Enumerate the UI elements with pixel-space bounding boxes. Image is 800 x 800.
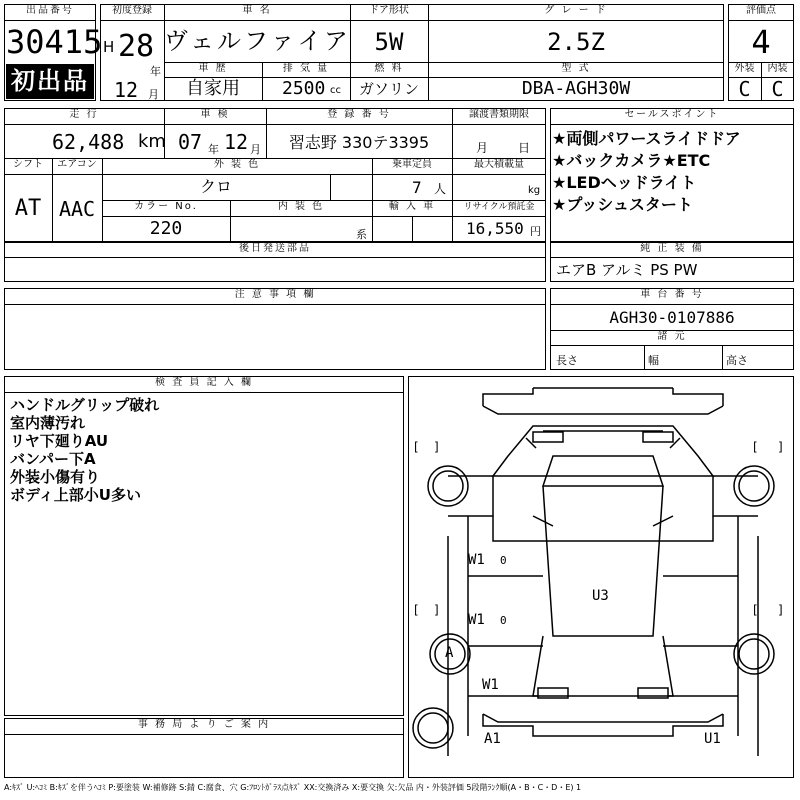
shift-label: シフト	[13, 159, 43, 170]
length-label: 長さ	[556, 354, 578, 367]
year-unit: 年	[150, 65, 161, 78]
spec-label: 諸 元	[657, 331, 687, 342]
sales-points-list	[552, 128, 792, 216]
month-unit: 月	[148, 88, 159, 101]
damage-mark: 0	[500, 614, 507, 627]
exterior-score: C	[738, 77, 751, 101]
inspection-label: 車 検	[200, 109, 230, 120]
inspector-note: 室内薄汚れ	[10, 414, 86, 432]
recycle-unit: 円	[530, 225, 541, 238]
ac-label: エアコン	[57, 159, 97, 170]
displacement-unit: cc	[330, 85, 341, 96]
capacity-label: 乗車定員	[392, 159, 432, 170]
displacement-label: 排 気 量	[282, 63, 330, 74]
interior-color-unit: 系	[356, 228, 367, 241]
capacity-value: 7	[412, 178, 422, 197]
color-no-value: 220	[149, 218, 183, 239]
damage-mark: W1	[468, 552, 485, 568]
inspector-notes	[10, 396, 400, 504]
damage-mark: A1	[484, 731, 501, 747]
plate-value: 習志野 330テ3395	[288, 133, 430, 152]
grade-label: グ レ ー ド	[544, 5, 608, 16]
sales-point-item: ★バックカメラ★ETC	[552, 151, 711, 170]
damage-mark: 0	[500, 554, 507, 567]
color-value: クロ	[199, 177, 232, 196]
inspector-note: ボディ上部小U多い	[10, 486, 141, 504]
legend: A:ｷｽﾞ U:ﾍｺﾐ B:ｷｽﾞを伴うﾍｺﾐ P:要塗装 W:補修跡 S:錆 C:腐食、穴 G:ﾌﾛﾝﾄｶﾞﾗｽ点ｷｽﾞ XX:交換済み X:要交換 欠:欠品 内・外装評価 5段階ﾗﾝｸ順(A・B・C・D・E) 1	[4, 783, 582, 792]
transfer-day-unit: 日	[518, 141, 531, 155]
car-name: ヴェルファイア	[164, 27, 351, 55]
svg-text:]: ]	[778, 603, 783, 617]
capacity-unit: 人	[434, 182, 447, 196]
mileage-label: 走 行	[69, 109, 99, 120]
genuine-value: エアB アルミ PS PW	[556, 261, 698, 279]
displacement-value: 2500	[282, 78, 326, 99]
inspector-note: リヤ下廻りAU	[10, 432, 109, 450]
svg-text:]: ]	[434, 440, 439, 454]
interior-score: C	[771, 77, 784, 101]
era: H	[103, 38, 115, 56]
mileage-value: 62,488	[52, 130, 125, 154]
fuel-label: 燃 料	[374, 63, 404, 74]
damage-mark: W1	[482, 677, 499, 693]
door-label: ドア形状	[369, 5, 409, 16]
first-listing-badge: 初出品	[6, 64, 94, 99]
color-label: 外 装 色	[213, 159, 261, 170]
grade-value: 2.5Z	[547, 28, 605, 56]
mileage-unit: km	[138, 131, 166, 152]
exterior-label: 外装	[734, 63, 755, 74]
car-name-label: 車 名	[242, 5, 272, 16]
damage-mark: W1	[468, 612, 485, 628]
color-no-label: カラー No.	[134, 201, 198, 212]
damage-mark: U3	[592, 588, 609, 604]
reg-year: 28	[118, 29, 155, 64]
later-parts-label: 後日発送部品	[239, 243, 311, 254]
lot-label: 出品番号	[26, 5, 74, 16]
inspector-label: 検 査 員 記 入 欄	[155, 377, 253, 388]
damage-mark: A	[445, 645, 454, 661]
chassis-value: AGH30-0107886	[609, 308, 735, 327]
sales-point-item: ★プッシュスタート	[552, 195, 693, 214]
transfer-month-unit: 月	[476, 141, 489, 155]
office-label: 事 務 局 よ り ご 案 内	[137, 719, 271, 730]
reg-month: 12	[114, 78, 139, 102]
inspection-month-unit: 月	[250, 143, 261, 156]
model-value: DBA-AGH30W	[521, 78, 631, 99]
svg-text:[: [	[753, 440, 758, 454]
sales-point-item: ★両側パワースライドドア	[552, 129, 741, 148]
ac-value: AAC	[58, 197, 96, 221]
interior-label: 内装	[767, 63, 788, 74]
load-unit: kg	[528, 185, 541, 196]
score-value: 4	[751, 23, 771, 61]
chassis-label: 車 台 番 号	[640, 289, 704, 300]
inspector-note: バンパー下A	[10, 450, 96, 468]
damage-mark: U1	[704, 731, 721, 747]
history-label: 車 歴	[198, 63, 228, 74]
shift-value: AT	[14, 196, 42, 221]
inspector-note: 外装小傷有り	[10, 468, 101, 486]
car-diagram-drawing	[408, 376, 794, 778]
inspection-year: 07	[178, 130, 203, 154]
svg-text:[: [	[414, 603, 419, 617]
history-value: 自家用	[186, 78, 240, 99]
svg-text:[: [	[414, 440, 419, 454]
load-label: 最大積載量	[474, 159, 524, 170]
sales-points-label: セールスポイント	[624, 109, 720, 120]
door-value: 5W	[374, 28, 404, 56]
svg-text:]: ]	[434, 603, 439, 617]
first-reg-label: 初度登録	[112, 5, 152, 16]
width-label: 幅	[648, 354, 659, 367]
interior-color-label: 内 装 色	[277, 201, 325, 212]
inspection-year-unit: 年	[208, 143, 219, 156]
fuel-value: ガソリン	[358, 80, 419, 98]
score-label: 評価点	[746, 5, 776, 16]
lot-number: 30415	[6, 23, 103, 61]
model-label: 型 式	[561, 63, 591, 74]
caution-label: 注 意 事 項 欄	[234, 289, 316, 300]
inspection-month: 12	[224, 130, 249, 154]
transfer-label: 譲渡書類期限	[469, 109, 529, 120]
inspector-note: ハンドルグリップ破れ	[10, 396, 160, 414]
svg-text:]: ]	[778, 440, 783, 454]
genuine-label: 純 正 装 備	[640, 243, 704, 254]
recycle-label: リサイクル預託金	[463, 202, 535, 212]
sales-point-item: ★LEDヘッドライト	[552, 173, 697, 192]
svg-text:[: [	[753, 603, 758, 617]
plate-label: 登 録 番 号	[327, 109, 391, 120]
height-label: 高さ	[726, 354, 748, 367]
recycle-value: 16,550	[466, 219, 524, 238]
import-label: 輸 入 車	[388, 201, 436, 212]
